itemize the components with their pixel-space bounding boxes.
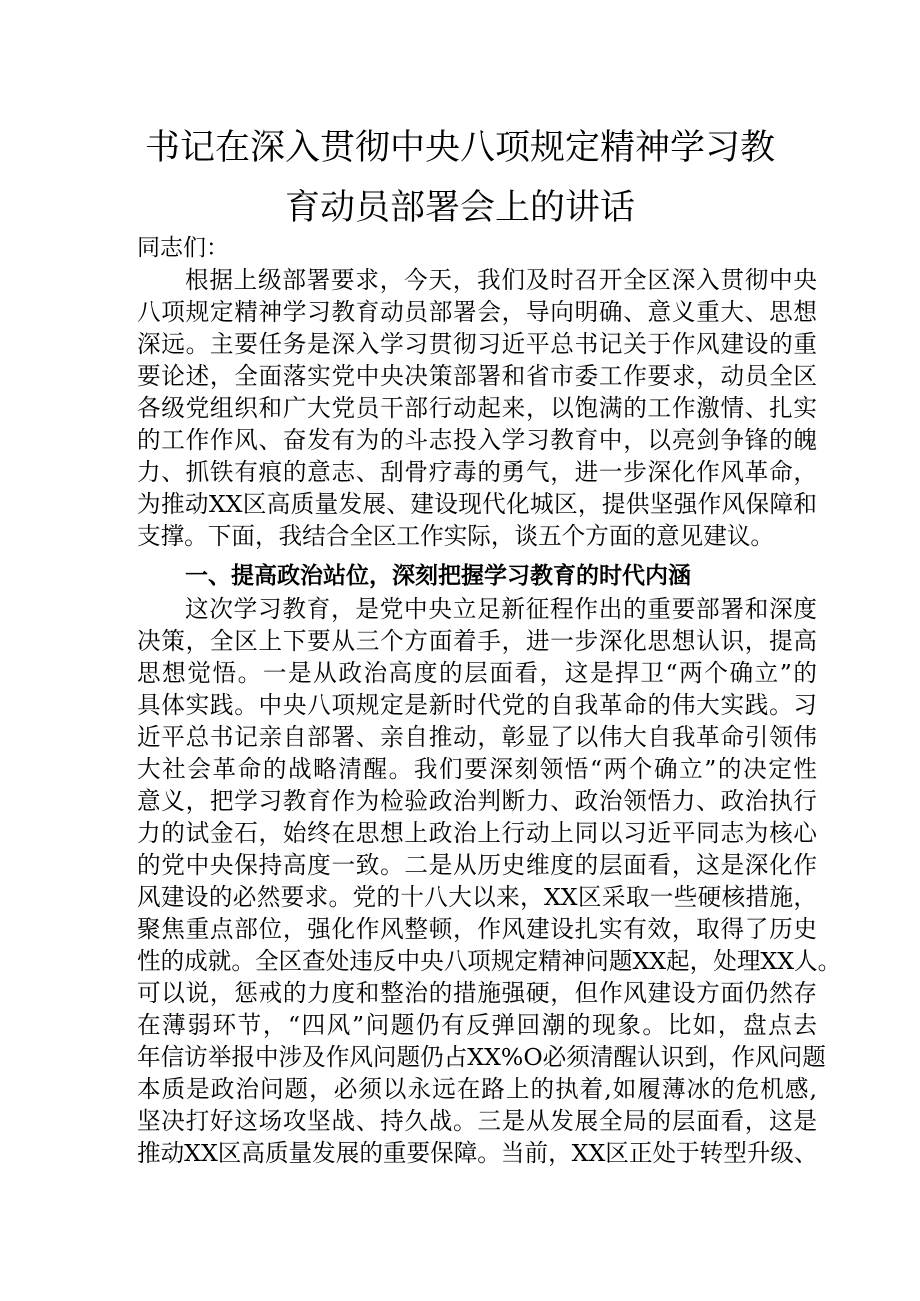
paragraph-2-line: 可以说，惩戒的力度和整治的措施强硬，但作风建设方面仍然存	[137, 979, 817, 1007]
paragraph-2-line: 坚决打好这场攻坚战、持久战。三是从发展全局的层面看，这是	[137, 1107, 817, 1135]
paragraph-2-line: 年信访举报中涉及作风问题仍占XX%O必须清醒认识到，作风问题	[137, 1043, 826, 1071]
paragraph-2-line: 近平总书记亲自部署、亲自推动，彰显了以伟大自我革命引领伟	[137, 723, 817, 751]
paragraph-2-line: 力的试金石，始终在思想上政治上行动上同以习近平同志为核心	[137, 819, 817, 847]
section-1-heading: 一、提高政治站位，深刻把握学习教育的时代内涵	[185, 563, 691, 589]
section-1	[137, 560, 817, 592]
paragraph-2-line: 思想觉悟。一是从政治高度的层面看，这是捍卫“两个确立”的	[137, 659, 817, 687]
paragraph-1-line: 深远。主要任务是深入学习贯彻习近平总书记关于作风建设的重	[137, 330, 817, 358]
paragraph-2-line: 具体实践。中央八项规定是新时代党的自我革命的伟大实践。习	[137, 691, 817, 719]
paragraph-2-line: 风建设的必然要求。党的十八大以来，XX区采取一些硬核措施，	[137, 883, 817, 911]
paragraph-1-line: 的工作作风、奋发有为的斗志投入学习教育中，以亮剑争锋的魄	[137, 426, 817, 454]
paragraph-2	[137, 593, 842, 1169]
paragraph-2-line: 这次学习教育，是党中央立足新征程作出的重要部署和深度	[185, 595, 817, 623]
paragraph-1-line: 各级党组织和广大党员干部行动起来，以饱满的工作激情、扎实	[137, 394, 817, 422]
paragraph-2-line: 聚焦重点部位，强化作风整顿，作风建设扎实有效，取得了历史	[137, 915, 817, 943]
paragraph-1	[137, 264, 817, 552]
paragraph-2-line: 决策，全区上下要从三个方面着手，进一步深化思想认识，提高	[137, 627, 817, 655]
paragraph-2-line: 性的成就。全区查处违反中央八项规定精神问题XX起，处理XX人。	[137, 947, 842, 975]
paragraph-1-line: 八项规定精神学习教育动员部署会，导向明确、意义重大、思想	[137, 298, 817, 326]
paragraph-2-line: 的党中央保持高度一致。二是从历史维度的层面看，这是深化作	[137, 851, 817, 879]
document-title-line-1: 书记在深入贯彻中央八项规定精神学习教	[144, 128, 775, 168]
paragraph-2-line: 本质是政治问题，必须以永远在路上的执着,如履薄冰的危机感,	[137, 1075, 817, 1103]
paragraph-1-line: 支撑。下面，我结合全区工作实际，谈五个方面的意见建议。	[137, 522, 775, 550]
paragraph-2-line: 大社会革命的战略清醒。我们要深刻领悟“两个确立”的决定性	[137, 755, 817, 783]
paragraph-1-line: 为推动XX区高质量发展、建设现代化城区，提供坚强作风保障和	[137, 490, 817, 518]
document-title-line-2: 育动员部署会上的讲话	[284, 188, 635, 228]
paragraph-1-line: 要论述，全面落实党中央决策部署和省市委工作要求，动员全区	[137, 362, 817, 390]
salutation: 同志们：	[137, 235, 229, 261]
paragraph-1-line: 力、抓铁有痕的意志、刮骨疗毒的勇气，进一步深化作风革命，	[137, 458, 817, 486]
paragraph-2-line: 在薄弱环节，“四风”问题仍有反弹回潮的现象。比如，盘点去	[137, 1011, 817, 1039]
paragraph-2-line: 推动XX区高质量发展的重要保障。当前，XX区正处于转型升级、	[137, 1139, 818, 1167]
paragraph-2-line: 意义，把学习教育作为检验政治判断力、政治领悟力、政治执行	[137, 787, 817, 815]
paragraph-1-line: 根据上级部署要求，今天，我们及时召开全区深入贯彻中央	[185, 266, 817, 294]
